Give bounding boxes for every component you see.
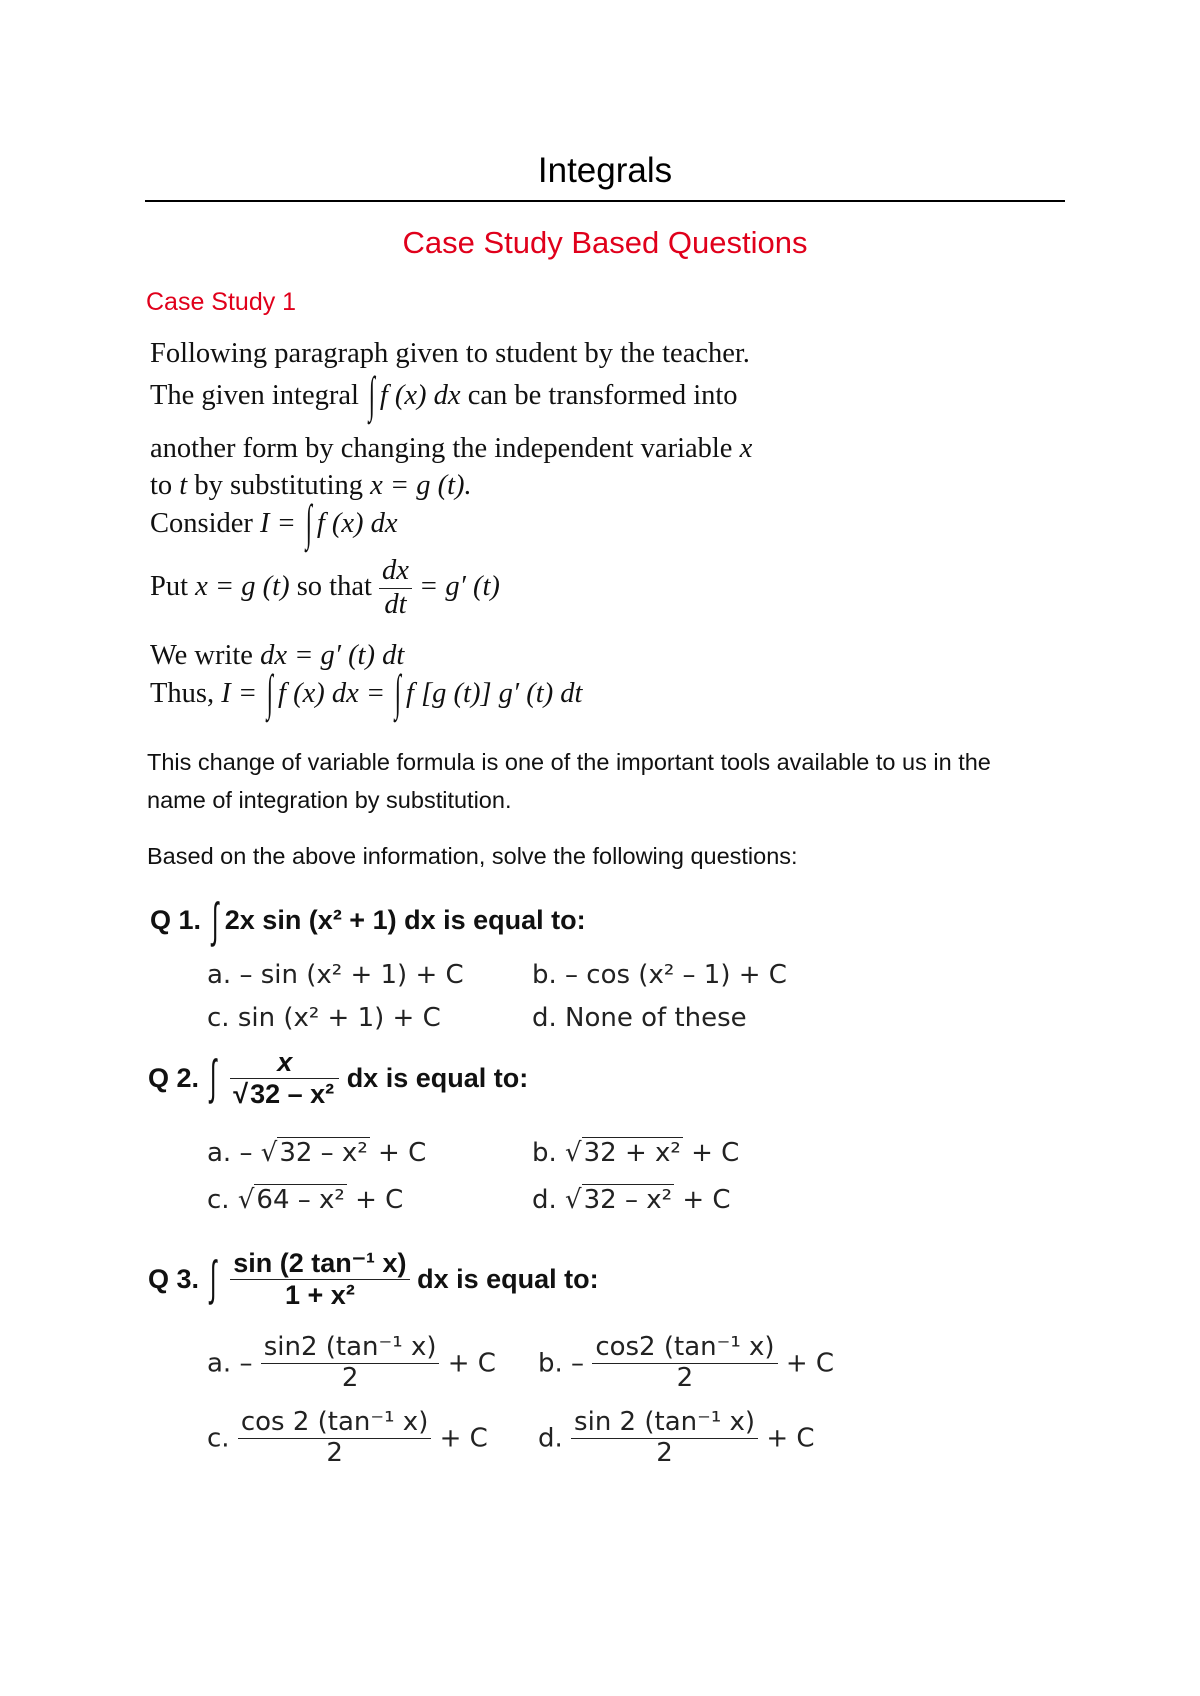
fraction-numerator: sin (2 tan⁻¹ x) (230, 1248, 409, 1280)
option-suffix: + C (691, 1138, 740, 1168)
q1-option-d: d. None of these (532, 1003, 747, 1033)
question-label: Q 2. (148, 1063, 200, 1094)
square-root-icon: √64 – x² (237, 1185, 345, 1215)
radicand: 32 + x² (583, 1138, 681, 1168)
passage-text: another form by changing the independent variable (150, 433, 733, 464)
q3-option-a (207, 1333, 496, 1394)
integral-sign-icon: ∫ (209, 1252, 216, 1306)
q2-integrand-fraction (230, 1047, 339, 1110)
option-prefix: c. (207, 1423, 230, 1454)
question-3 (148, 1248, 599, 1311)
section-subtitle: Case Study Based Questions (402, 225, 808, 260)
q1-option-c: c. sin (x² + 1) + C (207, 1003, 441, 1033)
math-variable: t (179, 470, 188, 501)
option-fraction (592, 1333, 777, 1394)
passage-line-6 (150, 555, 500, 622)
passage-text: We write (150, 640, 253, 671)
option-prefix: d. (538, 1423, 563, 1454)
integral-sign-icon: ∫ (209, 1051, 216, 1105)
q3-option-b (538, 1333, 834, 1394)
fraction-denominator: 2 (341, 1362, 359, 1393)
question-tail: dx is equal to: (417, 1264, 599, 1295)
fraction-denominator: 1 + x² (285, 1280, 355, 1311)
q3-option-c (207, 1408, 488, 1469)
integral-sign-icon: ∫ (305, 496, 313, 552)
math-expression: I = (260, 508, 296, 539)
page-title: Integrals (537, 151, 673, 190)
option-suffix: + C (378, 1138, 427, 1168)
passage-line-5 (150, 496, 398, 552)
option-fraction (238, 1408, 432, 1469)
passage-text: by substituting (194, 470, 363, 501)
explanation-line-2: name of integration by substitution. (147, 787, 512, 813)
option-prefix: a. – (207, 1138, 253, 1168)
question-expression: 2x sin (x² + 1) dx is equal to: (224, 905, 586, 935)
fraction-denominator: dt (384, 588, 407, 620)
option-suffix: + C (766, 1423, 815, 1454)
square-root-icon: √32 – x² (260, 1138, 368, 1168)
option-suffix: + C (439, 1423, 488, 1454)
fraction-numerator: sin 2 (tan⁻¹ x) (571, 1408, 758, 1439)
integral-sign-icon: ∫ (211, 894, 218, 948)
square-root-icon: √32 – x² (565, 1185, 673, 1215)
radicand: 32 – x² (583, 1185, 673, 1215)
passage-line-1: Following paragraph given to student by the teacher. (150, 338, 750, 369)
math-expression: dx = g′ (t) dt (260, 640, 405, 671)
math-variable: x (739, 433, 753, 464)
title-divider (145, 200, 1065, 202)
option-fraction (571, 1408, 758, 1469)
fraction-numerator: dx (379, 555, 412, 589)
fraction-numerator: x (230, 1047, 339, 1079)
option-suffix: + C (355, 1185, 404, 1215)
radicand: 32 – x² (250, 1079, 335, 1110)
option-prefix: a. – (207, 1348, 253, 1379)
fraction-numerator: sin2 (tan⁻¹ x) (261, 1333, 440, 1364)
passage-text: to (150, 470, 173, 501)
passage-text: The given integral (150, 380, 359, 411)
math-expression: f (x) dx (316, 508, 398, 539)
integral-sign-icon: ∫ (267, 666, 274, 722)
math-expression: I = (221, 678, 258, 709)
question-tail: dx is equal to: (346, 1063, 529, 1094)
radicand: 32 – x² (279, 1138, 368, 1168)
fraction-denominator: 2 (676, 1362, 694, 1393)
option-prefix: c. (207, 1185, 230, 1215)
derivative-fraction (379, 555, 412, 622)
q3-option-d (538, 1408, 815, 1469)
instruction-text: Based on the above information, solve the following questions: (147, 843, 798, 869)
fraction-numerator: cos 2 (tan⁻¹ x) (238, 1408, 432, 1439)
math-expression: x = g (t). (370, 470, 472, 501)
option-suffix: + C (682, 1185, 731, 1215)
q2-option-b (532, 1138, 739, 1168)
passage-line-2 (150, 368, 738, 424)
q2-option-d (532, 1185, 731, 1215)
fraction-denominator: 2 (656, 1437, 673, 1468)
passage-line-8 (150, 666, 583, 722)
passage-text: Thus, (150, 678, 215, 709)
fraction-numerator: cos2 (tan⁻¹ x) (592, 1333, 777, 1364)
math-expression: f (x) dx (379, 380, 461, 411)
question-label: Q 3. (148, 1264, 200, 1295)
math-expression: f (x) dx = (278, 678, 386, 709)
square-root-icon: √32 + x² (565, 1138, 681, 1168)
passage-text: so that (296, 570, 372, 602)
fraction-denominator (230, 1079, 339, 1110)
passage-line-7 (150, 640, 404, 672)
option-prefix: b. – (538, 1348, 585, 1379)
radicand: 64 – x² (256, 1185, 345, 1215)
square-root-icon: √32 – x² (233, 1079, 335, 1110)
integral-sign-icon: ∫ (395, 666, 402, 722)
math-expression: = g′ (t) (419, 570, 500, 602)
case-study-label: Case Study 1 (146, 288, 297, 316)
question-2 (148, 1047, 528, 1110)
integral-sign-icon: ∫ (368, 368, 376, 424)
q1-option-a: a. – sin (x² + 1) + C (207, 960, 464, 990)
explanation-line-1: This change of variable formula is one of the important tools available to us in the (147, 749, 991, 775)
fraction-denominator: 2 (326, 1437, 343, 1468)
q2-option-c (207, 1185, 403, 1215)
passage-text: Put (150, 570, 189, 602)
q2-option-a (207, 1138, 426, 1168)
passage-text: can be transformed into (467, 380, 738, 411)
option-fraction (261, 1333, 440, 1394)
question-1 (150, 894, 586, 948)
question-label: Q 1. (150, 905, 202, 935)
q3-integrand-fraction (230, 1248, 409, 1311)
option-prefix: d. (532, 1185, 557, 1215)
option-prefix: b. (532, 1138, 557, 1168)
math-expression: f [g (t)] g′ (t) dt (406, 678, 583, 709)
q1-option-b: b. – cos (x² – 1) + C (532, 960, 787, 990)
option-suffix: + C (785, 1348, 835, 1379)
passage-text: Consider (150, 508, 253, 539)
math-expression: x = g (t) (195, 570, 290, 602)
option-suffix: + C (447, 1348, 496, 1379)
passage-line-3 (150, 433, 752, 465)
